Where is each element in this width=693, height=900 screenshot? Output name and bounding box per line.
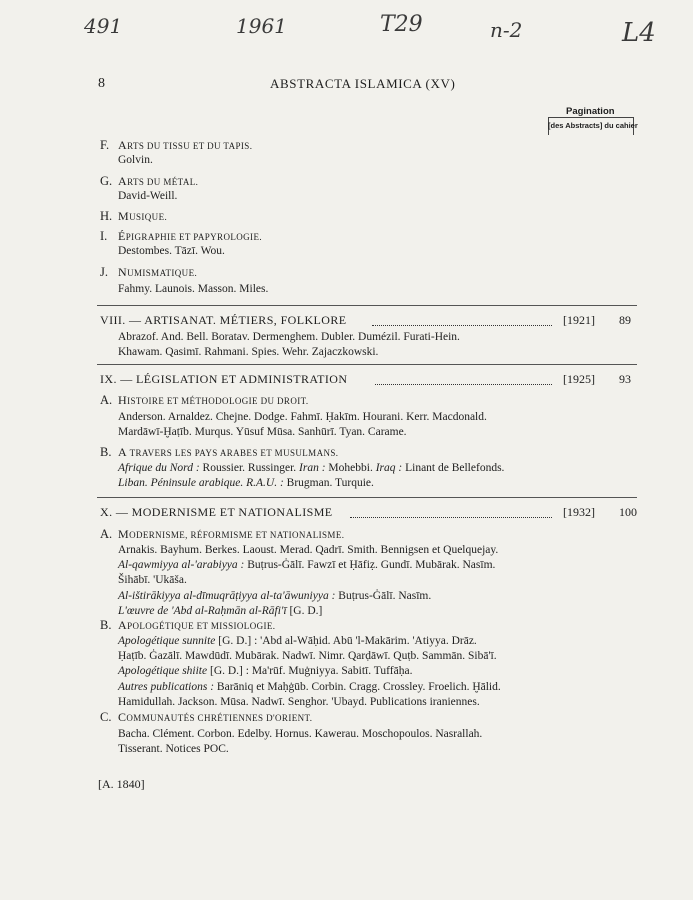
author-list: David-Weill. <box>118 190 178 202</box>
author-list: Anderson. Arnaldez. Chejne. Dodge. Fahmī. Ḥakīm. Hourani. Kerr. Macdonald. Mardāwī-Ḫaṭīb. Murqus. Yūsuf Mūsa. Sanhūrī. Tyan. Carame. <box>118 411 487 439</box>
leader-dots <box>372 316 552 326</box>
running-title: ABSTRACTA ISLAMICA (XV) <box>270 76 456 91</box>
subsection-letter: B. <box>100 445 112 459</box>
pagination-rule <box>548 117 633 118</box>
section-divider <box>97 497 637 498</box>
section-ref: [1932] <box>563 505 595 519</box>
author-list: Apologétique sunnite [G. D.] : 'Abd al-Wāḥid. Abū 'l-Makārim. 'Atiyya. Drāz. Ḥaṭīb. Ġazālī. Mawdūdī. Mubārak. Nadwī. Nimr. Qarḍāwī. Quṭb. Sammān. Sibā'ī. Apologétique shiite [G. D.] : Ma'rūf. Muġniyya. Sabitī. Tuffāḥa. Autres publications : Barāniq et Maḥġūb. Corbin. Cragg. Crossley. Froelich. Ḫālid. Hamidullah. Jackson. Mūsa. Nadwī. Senghor. 'Ubayd. Publications iraniennes. <box>118 635 501 708</box>
author-list: Fahmy. Launois. Masson. Miles. <box>118 283 269 295</box>
archive-reference: [A. 1840] <box>98 777 145 791</box>
subsection-title: COMMUNAUTÉS CHRÉTIENNES D'ORIENT. <box>118 710 313 724</box>
author-list: Afrique du Nord : Roussier. Russinger. Iran : Mohebbi. Iraq : Linant de Bellefonds. Liban. Péninsule arabique. R.A.U. : Brugman. Turquie. <box>118 462 505 490</box>
pagination-sublabel: [des Abstracts] du cahier <box>548 121 638 130</box>
subsection-title: HISTOIRE ET MÉTHODOLOGIE DU DROIT. <box>118 393 309 407</box>
section-page: 100 <box>619 505 637 519</box>
section-title: X. — MODERNISME ET NATIONALISME <box>100 505 333 519</box>
subsection-title: A TRAVERS LES PAYS ARABES ET MUSULMANS. <box>118 445 339 459</box>
subsection-letter: B. <box>100 618 112 632</box>
subsection-title: NUMISMATIQUE. <box>118 265 198 279</box>
handwritten-note-1: 491 <box>84 14 123 38</box>
subsection-title: ÉPIGRAPHIE ET PAPYROLOGIE. <box>118 229 262 243</box>
pagination-label: Pagination <box>566 106 615 117</box>
subsection-title: ARTS DU MÉTAL. <box>118 174 199 188</box>
subsection-letter: I. <box>100 229 108 243</box>
leader-dots <box>375 375 552 385</box>
author-list: Bacha. Clément. Corbon. Edelby. Hornus. Kawerau. Moschopoulos. Nasrallah. Tisserant. Notices POC. <box>118 728 483 756</box>
subsection-letter: J. <box>100 265 108 279</box>
subsection-letter: H. <box>100 209 113 223</box>
subsection-title: MUSIQUE. <box>118 209 168 223</box>
section-title: IX. — LÉGISLATION ET ADMINISTRATION <box>100 372 348 386</box>
handwritten-note-4: n-2 <box>490 18 523 42</box>
subsection-letter: A. <box>100 527 113 541</box>
subsection-title: APOLOGÉTIQUE ET MISSIOLOGIE. <box>118 618 276 632</box>
section-ref: [1921] <box>563 313 595 327</box>
handwritten-note-3: T29 <box>380 12 423 37</box>
page-number: 8 <box>98 76 105 91</box>
subsection-letter: A. <box>100 393 113 407</box>
section-ref: [1925] <box>563 372 595 386</box>
section-divider <box>97 364 637 365</box>
subsection-letter: G. <box>100 174 113 188</box>
section-page: 93 <box>619 372 631 386</box>
handwritten-note-2: 1961 <box>236 14 287 38</box>
handwritten-note-5: L4 <box>622 18 656 48</box>
subsection-letter: C. <box>100 710 112 724</box>
author-list: Arnakis. Bayhum. Berkes. Laoust. Merad. Qadrī. Smith. Bennigsen et Quelquejay. Al-qawmiyya al-'arabiyya : Buṭrus-Ġālī. Fawzī et Ḥāfiẓ. Gundī. Mubārak. Nasīm. Šihābī. 'Ukāša. Al-ištirākiyya al-dīmuqrāṭiyya al-ta'āwuniyya : Buṭrus-Ġālī. Nasīm. L'œuvre de 'Abd al-Raḥmān al-Rāfi'ī [G. D.] <box>118 544 499 617</box>
subsection-letter: F. <box>100 138 110 152</box>
author-list: Golvin. <box>118 154 153 166</box>
section-viii-authors: Abrazof. And. Bell. Boratav. Dermenghem. Dubler. Dumézil. Furati-Hein. Khawam. Qasimī. Rahmani. Spies. Wehr. Zajaczkowski. <box>118 331 460 359</box>
author-list: Destombes. Tāzī. Wou. <box>118 245 225 257</box>
section-title: VIII. — ARTISANAT. MÉTIERS, FOLKLORE <box>100 313 347 327</box>
subsection-title: ARTS DU TISSU ET DU TAPIS. <box>118 138 253 152</box>
subsection-title: MODERNISME, RÉFORMISME ET NATIONALISME. <box>118 527 345 541</box>
leader-dots <box>350 508 552 518</box>
section-page: 89 <box>619 313 631 327</box>
section-divider <box>97 305 637 306</box>
